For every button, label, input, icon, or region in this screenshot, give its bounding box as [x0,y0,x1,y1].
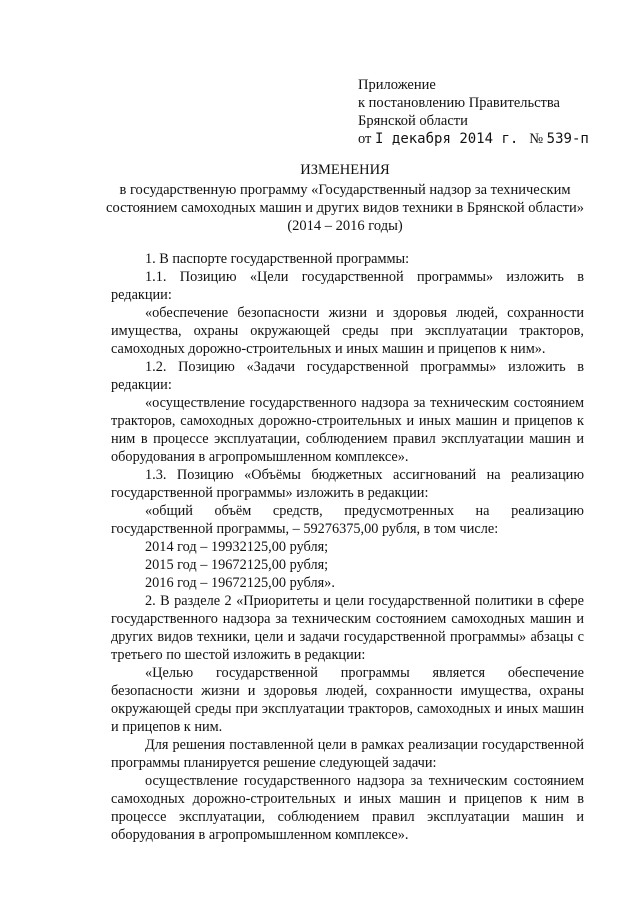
approval-line-3: Брянской области [358,113,468,129]
paragraph: 1.3. Позицию «Объёмы бюджетных ассигнований на реализацию государственной программы» изложить в редакции: [111,467,584,501]
approval-block [358,76,589,148]
approval-number: 539-п [546,131,589,147]
approval-line-1: Приложение [358,77,436,93]
approval-number-label: № [529,131,544,147]
paragraph: «обеспечение безопасности жизни и здоровья людей, сохранности имущества, охраны окружающей среды при эксплуатации тракторов, самоходных дорожно-строительных и иных машин и прицепов к ним». [111,305,584,357]
paragraph: 1. В паспорте государственной программы: [145,251,410,267]
title-main: ИЗМЕНЕНИЯ [300,162,390,178]
document-title [90,161,600,235]
paragraph: «Целью государственной программы является обеспечение безопасности жизни и здоровья людей, сохранности имущества, охраны окружающей среды при эксплуатации тракторов, самоходных и иных машин и прицепов к ним. [111,665,584,735]
document-body [111,250,584,844]
title-sub-1: в государственную программу «Государственный надзор за техническим [119,182,571,198]
paragraph: 2016 год – 19672125,00 рубля». [145,575,335,591]
approval-line-2: к постановлению Правительства [358,95,560,111]
title-sub-3: (2014 – 2016 годы) [287,218,403,234]
approval-date-prefix: от [358,131,372,147]
paragraph: 2015 год – 19672125,00 рубля; [145,557,329,573]
paragraph: 1.1. Позицию «Цели государственной программы» изложить в редакции: [111,269,584,303]
paragraph: 2014 год – 19932125,00 рубля; [145,539,329,555]
paragraph: «общий объём средств, предусмотренных на реализацию государственной программы, – 59276375,00 рубля, в том числе: [111,503,584,537]
paragraph: Для решения поставленной цели в рамках реализации государственной программы планируется решение следующей задачи: [111,737,584,771]
title-sub-2: состоянием самоходных машин и других видов техники в Брянской области» [106,200,584,216]
paragraph: осуществление государственного надзора за техническим состоянием самоходных дорожно-строительных и иных машин и прицепов к ним в процессе эксплуатации, соблюдением правил эксплуатации машин и оборудования в агропромышленном комплексе». [111,773,584,843]
paragraph: «осуществление государственного надзора за техническим состоянием тракторов, самоходных дорожно-строительных и иных машин и прицепов к ним в процессе эксплуатации, соблюдением правил эксплуатации машин и оборудования в агропромышленном комплексе». [111,395,584,465]
approval-date: I декабря 2014 г. [375,131,519,147]
paragraph: 2. В разделе 2 «Приоритеты и цели государственной политики в сфере государственного надзора за техническим состоянием самоходных машин и других видов техники, цели и задачи государственной программы» абзацы с третьего по шестой изложить в редакции: [111,593,584,663]
approval-line-4 [358,130,589,148]
paragraph: 1.2. Позицию «Задачи государственной программы» изложить в редакции: [111,359,584,393]
